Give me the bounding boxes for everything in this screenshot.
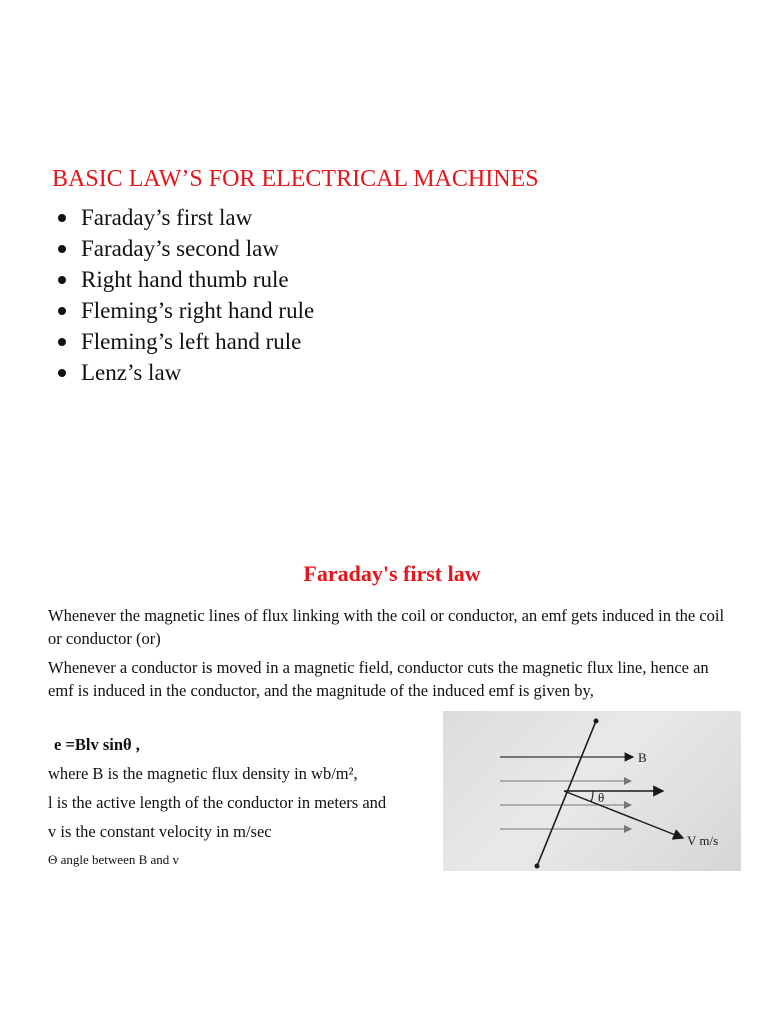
velocity-arrow [564,791,683,838]
label-velocity: V m/s [687,833,719,848]
law-label: Fleming’s right hand rule [81,298,315,323]
bullet-icon [58,276,66,284]
law-label: Lenz’s law [81,360,182,385]
conductor-field-figure [443,711,741,871]
label-theta: θ [598,790,605,805]
conductor-end-dot [535,864,540,869]
bullet-icon [58,307,66,315]
bullet-icon [58,214,66,222]
paragraph-conductor-moving: Whenever a conductor is moved in a magnetic field, conductor cuts the magnetic flux line, hence an emf is induced in the conductor, and the magnitude of the induced emf is given by, [48,658,709,700]
figure-drawing [443,711,741,871]
list-item [52,202,314,233]
laws-list [52,202,314,388]
definition-v: v is the constant velocity in m/sec [48,822,272,841]
law-label: Faraday’s first law [81,205,253,230]
label-b: B [638,750,647,765]
list-item [52,326,314,357]
list-item [52,264,314,295]
paragraph-flux-linking: Whenever the magnetic lines of flux linking with the coil or conductor, an emf gets induced in the coil or conductor (or) [48,606,725,648]
list-item [52,233,314,264]
conductor-end-dot [594,719,599,724]
list-item [52,295,314,326]
angle-arc [591,791,593,802]
page-heading: BASIC LAW’S FOR ELECTRICAL MACHINES [52,166,539,192]
definition-l: l is the active length of the conductor in meters and [48,793,387,812]
law-label: Fleming’s left hand rule [81,329,302,354]
law-label: Faraday’s second law [81,236,279,261]
list-item [52,357,314,388]
emf-formula: e =Blv sinθ , [54,735,140,754]
conductor-line [537,721,596,866]
bullet-icon [58,245,66,253]
law-label: Right hand thumb rule [81,267,289,292]
definition-b: where B is the magnetic flux density in wb/m², [48,764,358,783]
section-title: Faraday's first law [303,561,481,586]
definition-theta: Θ angle between B and v [48,852,180,867]
bullet-icon [58,369,66,377]
bullet-icon [58,338,66,346]
